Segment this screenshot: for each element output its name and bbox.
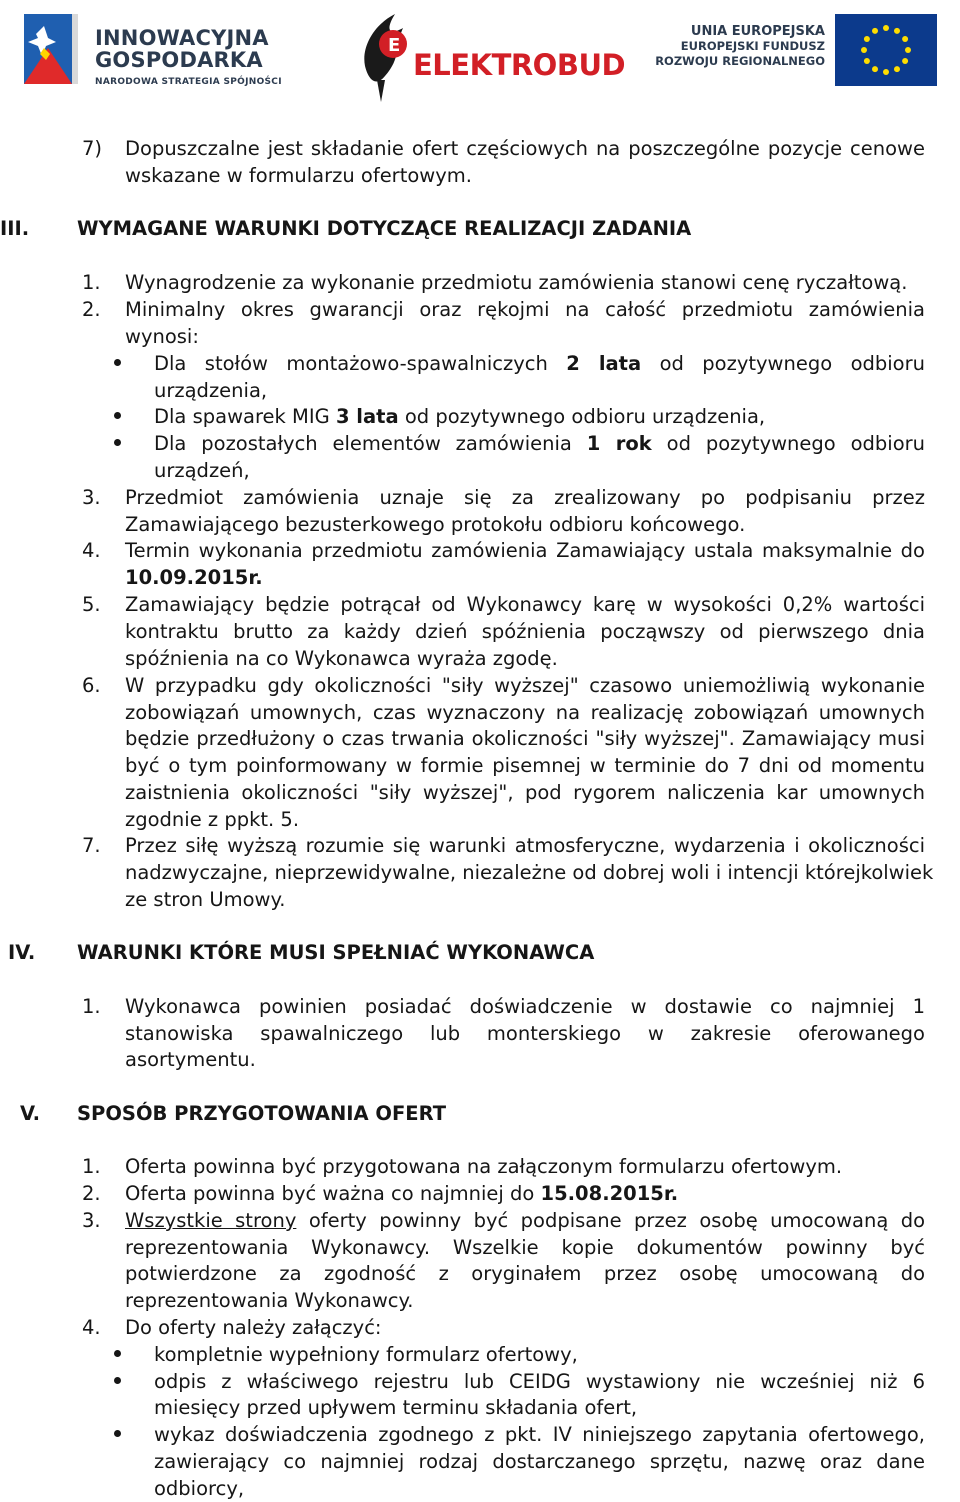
section-number: V. <box>20 1102 40 1125</box>
text-line: nadzwyczajne, nieprzewidywalne, niezależne od dobrej woli i intencji którejkolwiek <box>125 861 934 884</box>
text-span: od pozytywnego odbioru <box>641 352 925 375</box>
text-line: zobowiązań umownych, czas wyznaczony na realizację zobowiązań umownych <box>125 701 925 724</box>
text-line: wykaz doświadczenia zgodnego z pkt. IV niniejszego zapytania ofertowego, <box>154 1423 925 1446</box>
list-number: 2. <box>82 1182 101 1205</box>
text-line: zgodnie z ppkt. 5. <box>125 808 300 831</box>
text-line: urządzenia, <box>154 379 268 402</box>
text-line: wynosi: <box>125 325 199 348</box>
text-line: być o tym poinformowany w formie pisemnej w terminie do 7 dni od momentu <box>125 754 925 777</box>
section-number: IV. <box>8 941 36 964</box>
text-line: urządzeń, <box>154 459 250 482</box>
list-number: 4. <box>82 539 101 562</box>
bullet-point <box>114 439 121 446</box>
text-line: odpis z właściwego rejestru lub CEIDG wystawiony nie wcześniej niż 6 <box>154 1370 925 1393</box>
text-line: miesięcy przed upływem terminu składania ofert, <box>154 1396 638 1419</box>
text-line: reprezentowania Wykonawcy. Wszelkie kopie dokumentów powinny być <box>125 1236 925 1259</box>
text-line: kompletnie wypełniony formularz ofertowy, <box>154 1343 578 1366</box>
text-line <box>154 350 925 377</box>
text-span: Dla spawarek MIG <box>154 405 336 428</box>
bold-text: 3 lata <box>335 405 399 428</box>
section-heading: SPOSÓB PRZYGOTOWANIA OFERT <box>77 1102 447 1125</box>
text-line: Zamawiający będzie potrącał od Wykonawcy karę w wysokości 0,2% wartości <box>125 593 925 616</box>
text-span: oferty powinny być podpisane przez osobę umocowaną do <box>296 1209 926 1232</box>
text-line: zaistnienia okoliczności "siły wyższej", pod rygorem naliczenia kar umownych <box>125 781 925 804</box>
bold-text: 1 rok <box>586 432 652 455</box>
text-line: Do oferty należy załączyć: <box>125 1316 382 1339</box>
text-line: będzie przedłużony o czas trwania okoliczności "siły wyższej". Zamawiający musi <box>125 727 925 750</box>
text-line: Oferta powinna być przygotowana na załączonym formularzu ofertowym. <box>125 1155 843 1178</box>
underlined-text: Wszystkie strony <box>125 1209 297 1232</box>
bullet-point <box>114 1430 121 1437</box>
text-span: od pozytywnego odbioru <box>651 432 925 455</box>
bullet-point <box>114 1377 121 1384</box>
eu-logo-line2: EUROPEJSKI FUNDUSZ <box>680 39 825 53</box>
text-line: odbiorcy, <box>154 1477 245 1500</box>
logo-title-line2: GOSPODARKA <box>95 48 263 72</box>
list-number: 1. <box>82 271 101 294</box>
list-number: 1. <box>82 1155 101 1178</box>
text-line: zawierający co najmniej rodzaj dostarczanego sprzętu, nazwę oraz dane <box>154 1450 925 1473</box>
bold-text: 2 lata <box>566 352 642 375</box>
section-heading: WYMAGANE WARUNKI DOTYCZĄCE REALIZACJI ZADANIA <box>77 217 692 240</box>
text-line: Wykonawca powinien posiadać doświadczenie w dostawie co najmniej 1 <box>125 995 925 1018</box>
text-line: ze stron Umowy. <box>125 888 286 911</box>
text-span: Oferta powinna być ważna co najmniej do <box>125 1182 541 1205</box>
validity-date: 15.08.2015r. <box>540 1182 679 1205</box>
text-line: Przez siłę wyższą rozumie się warunki atmosferyczne, wydarzenia i okoliczności <box>125 834 925 857</box>
list-number: 3. <box>82 1209 101 1232</box>
text-line: Przedmiot zamówienia uznaje się za zrealizowany po podpisaniu przez <box>125 486 925 509</box>
text-line: kontraktu brutto za każdy dzień spóźnienia począwszy od pierwszego dnia <box>125 620 925 643</box>
eu-logo-line3: ROZWOJU REGIONALNEGO <box>655 54 825 68</box>
text-line: stanowiska spawalniczego lub monterskiego w zakresie oferowanego <box>125 1022 925 1045</box>
text-line: potwierdzone za zgodność z oryginałem przez osobę umocowaną do <box>125 1262 925 1285</box>
deadline-date: 10.09.2015r. <box>125 566 263 589</box>
text-line: Dopuszczalne jest składanie ofert częściowych na poszczególne pozycje cenowe <box>125 137 925 160</box>
text-line: Zamawiającego bezusterkowego protokołu odbioru końcowego. <box>125 513 746 536</box>
text-line: wskazane w formularzu ofertowym. <box>125 164 472 187</box>
text-line: W przypadku gdy okoliczności "siły wyższej" czasowo uniemożliwią wykonanie <box>125 674 925 697</box>
text-span: od pozytywnego odbioru urządzenia, <box>398 405 766 428</box>
text-line <box>125 1207 925 1234</box>
text-line <box>125 1180 925 1207</box>
bullet-point <box>114 412 121 419</box>
logo-subtitle: NARODOWA STRATEGIA SPÓJNOŚCI <box>95 77 282 87</box>
text-line <box>154 430 925 457</box>
text-line <box>154 403 925 430</box>
section-heading: WARUNKI KTÓRE MUSI SPEŁNIAĆ WYKONAWCA <box>77 941 595 964</box>
text-line: spóźnienia na co Wykonawca wyraża zgodę. <box>125 647 558 670</box>
list-number: 7) <box>82 137 103 160</box>
elektrobud-wordmark: ELEKTROBUD <box>413 48 626 82</box>
section-number: III. <box>0 217 30 240</box>
text-line: Minimalny okres gwarancji oraz rękojmi na całość przedmiotu zamówienia <box>125 298 925 321</box>
text-span: Dla stołów montażowo-spawalniczych <box>154 352 567 375</box>
list-number: 5. <box>82 593 101 616</box>
text-span: Dla pozostałych elementów zamówienia <box>154 432 587 455</box>
list-number: 3. <box>82 486 101 509</box>
bullet-point <box>114 359 121 366</box>
text-line: asortymentu. <box>125 1048 256 1071</box>
text-line: reprezentowania Wykonawcy. <box>125 1289 414 1312</box>
bullet-point <box>114 1350 121 1357</box>
logo-title-line1: INNOWACYJNA <box>95 26 269 50</box>
list-number: 6. <box>82 674 101 697</box>
text-line: Wynagrodzenie za wykonanie przedmiotu zamówienia stanowi cenę ryczałtową. <box>125 271 908 294</box>
text-line: Termin wykonania przedmiotu zamówienia Zamawiający ustala maksymalnie do <box>125 539 925 562</box>
svg-text:E: E <box>388 35 401 56</box>
list-number: 1. <box>82 995 101 1018</box>
list-number: 7. <box>82 834 101 857</box>
list-number: 2. <box>82 298 101 321</box>
list-number: 4. <box>82 1316 101 1339</box>
eu-logo-line1: UNIA EUROPEJSKA <box>690 24 825 39</box>
